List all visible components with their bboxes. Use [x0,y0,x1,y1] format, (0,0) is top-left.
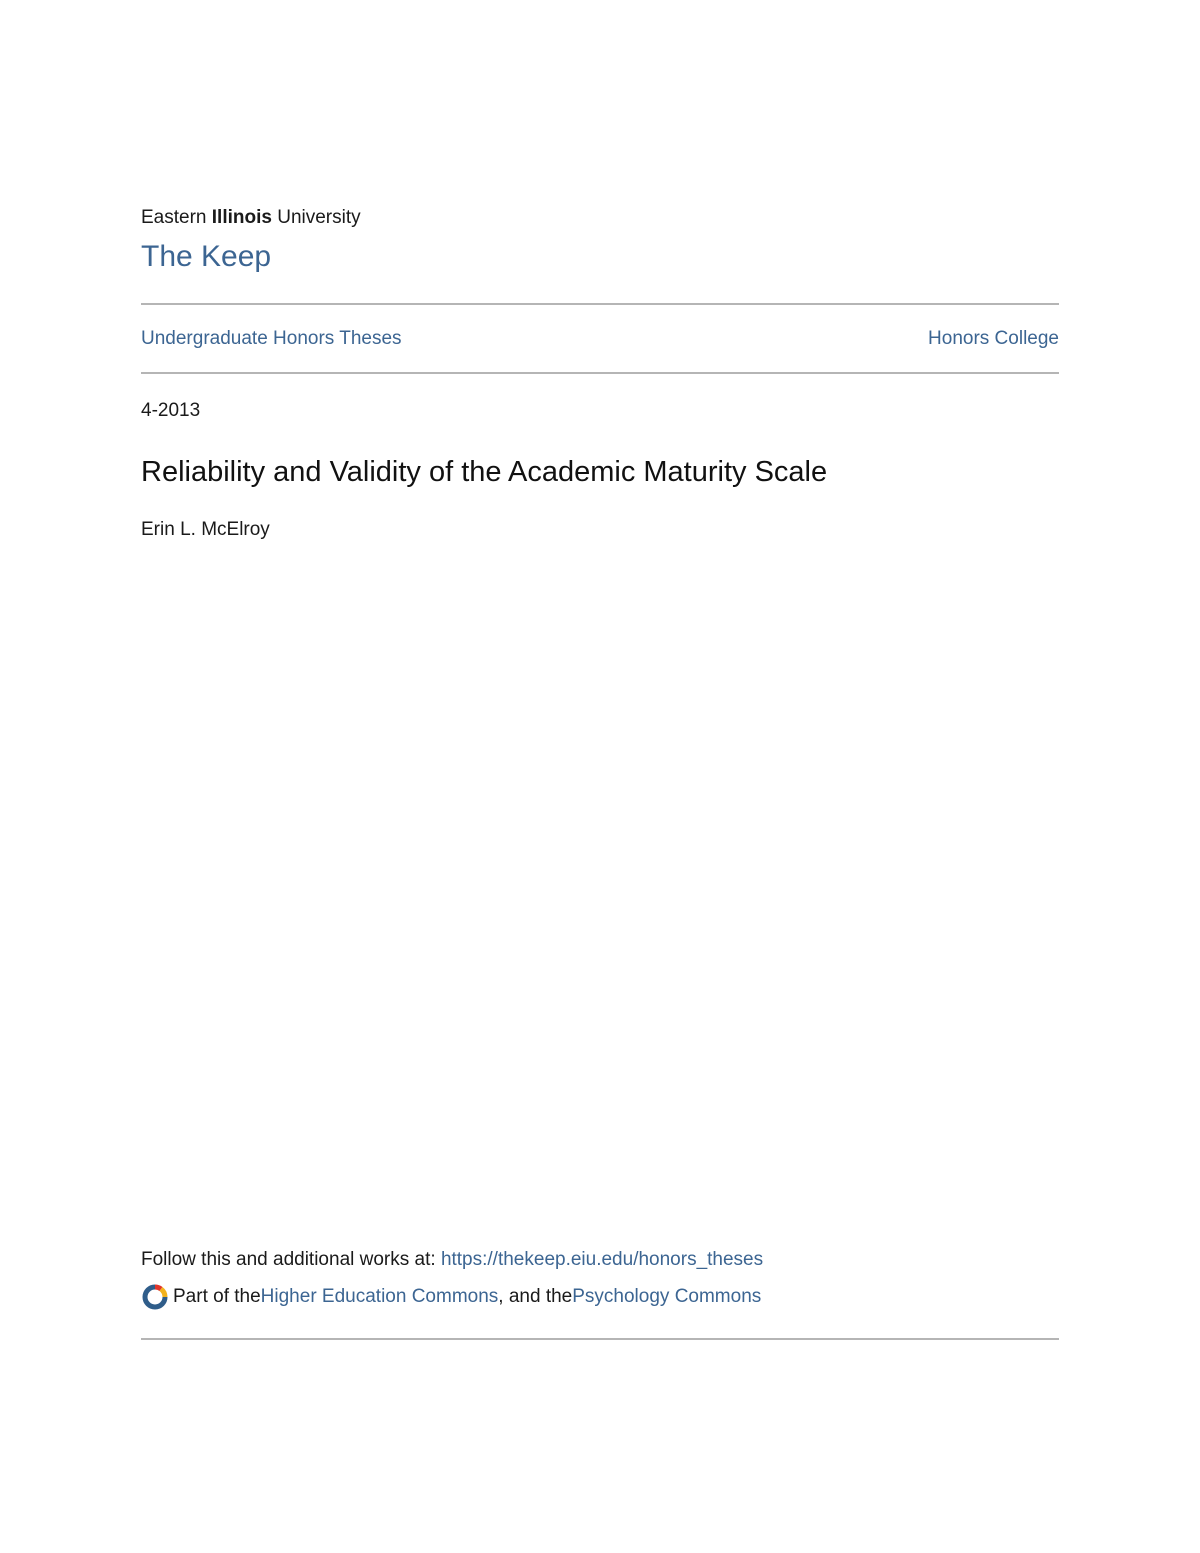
psychology-commons-link[interactable]: Psychology Commons [572,1286,762,1307]
institution-name-part-1: Eastern [141,207,212,228]
commons-network-icon [141,1283,169,1311]
follow-url-link[interactable]: https://thekeep.eiu.edu/honors_theses [440,1249,764,1270]
part-of-prefix: Part of the [173,1286,261,1307]
college-link[interactable]: Honors College [928,328,1059,349]
part-of-middle: , and the [498,1286,573,1307]
publication-date: 4-2013 [141,400,201,421]
repository-title-link[interactable]: The Keep [141,240,272,273]
series-link[interactable]: Undergraduate Honors Theses [141,328,402,349]
institution-name [141,207,361,229]
document-title: Reliability and Validity of the Academic Maturity Scale [141,456,828,488]
divider-middle [141,372,1059,374]
document-author: Erin L. McElroy [141,519,270,540]
part-of-line [141,1282,761,1312]
follow-line [141,1249,763,1271]
higher-education-commons-link[interactable]: Higher Education Commons [260,1286,499,1307]
institution-name-bold: Illinois [211,207,272,228]
divider-top [141,303,1059,305]
follow-prefix: Follow this and additional works at: [141,1249,441,1270]
institution-name-part-2: University [271,207,361,228]
divider-bottom [141,1338,1059,1340]
